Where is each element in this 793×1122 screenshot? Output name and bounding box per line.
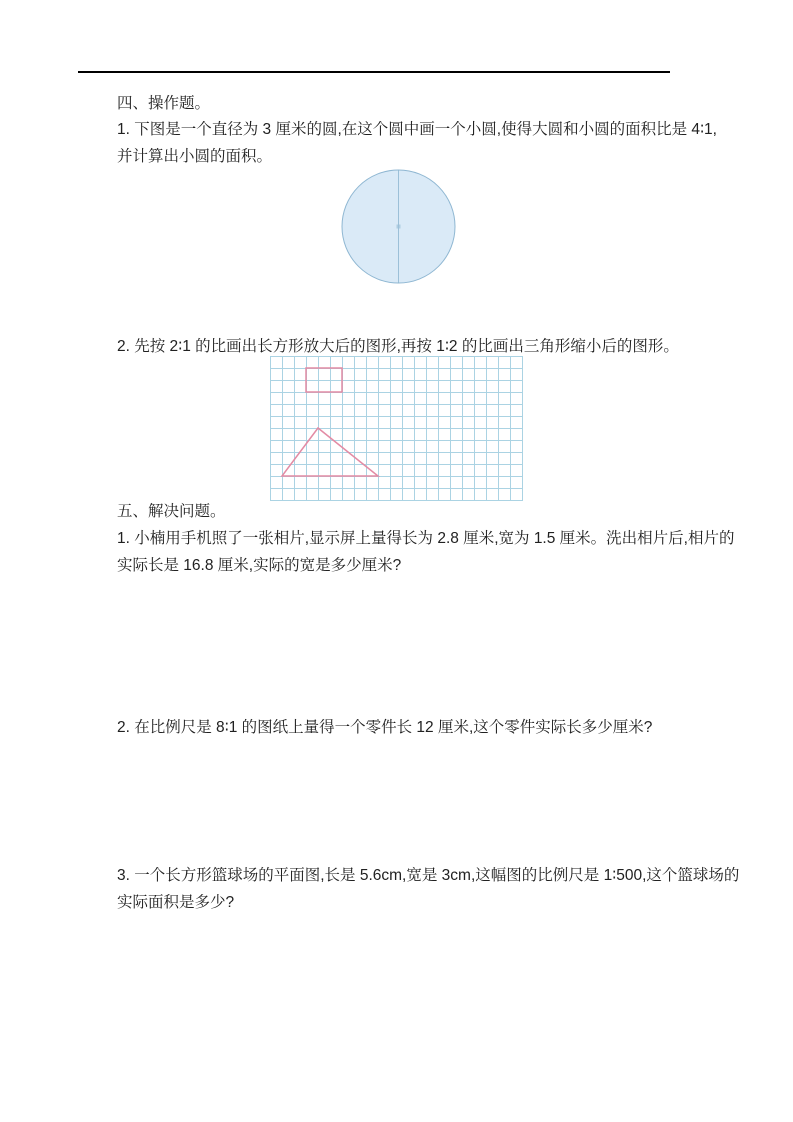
- q5-3-text-line-1: 3. 一个长方形篮球场的平面图,长是 5.6cm,宽是 3cm,这幅图的比例尺是 1∶500,这个篮球场的: [117, 867, 740, 884]
- header-rule: [78, 71, 670, 73]
- q5-1-text-line-1: 1. 小楠用手机照了一张相片,显示屏上量得长为 2.8 厘米,宽为 1.5 厘米。洗出相片后,相片的: [117, 530, 735, 547]
- circle-center-dot: [397, 225, 401, 229]
- q5-1-text-line-2: 实际长是 16.8 厘米,实际的宽是多少厘米?: [117, 557, 402, 574]
- sample-rectangle: [306, 368, 342, 392]
- grid-shapes: [270, 356, 523, 501]
- q4-1-text-line-1: 1. 下图是一个直径为 3 厘米的圆,在这个圆中画一个小圆,使得大圆和小圆的面积比是 4∶1,: [117, 121, 717, 138]
- q5-2-text-line-1: 2. 在比例尺是 8∶1 的图纸上量得一个零件长 12 厘米,这个零件实际长多少厘米?: [117, 719, 653, 736]
- q4-2-text-line-1: 2. 先按 2∶1 的比画出长方形放大后的图形,再按 1∶2 的比画出三角形缩小后的图形。: [117, 338, 679, 355]
- q5-3-text-line-2: 实际面积是多少?: [117, 894, 235, 911]
- circle-figure: [340, 168, 457, 285]
- sample-triangle: [282, 428, 378, 476]
- section-4-heading: 四、操作题。: [117, 95, 211, 112]
- grid-figure: [270, 356, 523, 501]
- section-5-heading: 五、解决问题。: [117, 503, 226, 520]
- q4-1-text-line-2: 并计算出小圆的面积。: [117, 148, 273, 165]
